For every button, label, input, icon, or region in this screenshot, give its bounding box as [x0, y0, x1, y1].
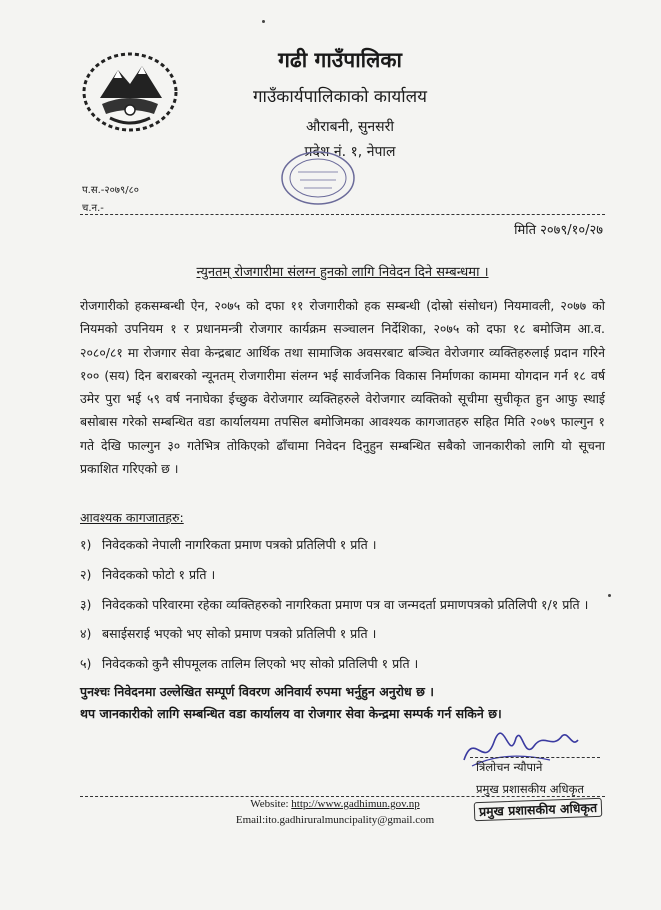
- office-address: औराबनी, सुनसरी: [305, 119, 394, 135]
- office-seal-icon: [268, 148, 368, 208]
- dispatch-number: च.न.-: [82, 203, 104, 214]
- item-number: ३): [80, 597, 92, 612]
- nepal-emblem-icon: [80, 48, 180, 134]
- website-label: Website:: [250, 798, 292, 810]
- signer-stamp: प्रमुख प्रशासकीय अधिकृत: [474, 798, 603, 821]
- signature-line: [470, 757, 600, 758]
- item-number: २): [80, 567, 92, 582]
- list-item: [80, 623, 605, 644]
- footer-website: [200, 798, 470, 810]
- notice-subject: न्युनतम् रोजगारीमा संलग्न हुनको लागि निवेदन दिने सम्बन्धमा ।: [196, 265, 489, 280]
- documents-list: [80, 534, 605, 683]
- contact-note: थप जानकारीको लागि सम्बन्धित वडा कार्यालय वा रोजगार सेवा केन्द्रमा सम्पर्क गर्न सकिने छ।: [80, 706, 502, 721]
- footer-divider: [80, 796, 605, 797]
- item-number: ५): [80, 656, 92, 671]
- item-text: निवेदकको कुनै सीपमूलक तालिम लिएको भए सोको प्रतिलिपी १ प्रति ।: [102, 656, 419, 671]
- item-text: बसाईसराई भएको भए सोको प्रमाण पत्रको प्रतिलिपी १ प्रति ।: [102, 626, 377, 641]
- speck: [608, 594, 611, 597]
- list-item: [80, 594, 605, 615]
- notice-body: रोजगारीको हकसम्बन्धी ऐन, २०७५ को दफा ११ रोजगारीको हक सम्बन्धी (दोस्रो संसोधन) नियमावली, २०७७ को नियमको उपनियम १ र प्रधानमन्त्री रोजगार कार्यक्रम सञ्चालन निर्देशिका, २०७५ को दफा १८ बमोजिम आ.व. २०८०/८१ मा रोजगार सेवा केन्द्रबाट आर्थिक तथा सामाजिक अवसरबाट बञ्चित वेरोजगार व्यक्तिहरुलाई प्रदान गरिने १०० (सय) दिन बराबरको न्यूनतम् रोजगारीमा संलग्न भई सार्वजनिक विकास निर्माणका काममा योगदान गर्न १८ वर्ष उमेर पुरा भई ५९ वर्ष ननाघेका ईच्छुक वेरोजगार व्यक्तिहरुले वेरोजगार व्यक्तिको सूचीमा सुचीकृत हुन आफु स्थाई बसोबास गरेको सम्बन्धित वडा कार्यालयमा तपसिल बमोजिमका आवश्यक कागजातहरु सहित मिति २०७९ फाल्गुन १ गते देखि फाल्गुन ३० गतेभित्र तोकिएको ढाँचामा निवेदन दिनुहुन सम्बन्धित सबैको जानकारीको लागि यो सूचना प्रकाशित गरिएको छ ।: [80, 298, 605, 477]
- reference-number: प.स.-२०७९/८०: [82, 185, 139, 196]
- documents-title: आवश्यक कागजातहरु:: [80, 510, 184, 525]
- list-item: [80, 534, 605, 555]
- item-text: निवेदकको फोटो १ प्रति ।: [102, 567, 216, 582]
- signer-name: त्रिलोचन न्यौपाने: [476, 760, 543, 774]
- speck: [262, 20, 265, 23]
- item-number: १): [80, 537, 92, 552]
- office-name: गढी गाउँपालिका: [278, 48, 402, 72]
- website-link[interactable]: http://www.gadhimun.gov.np: [291, 798, 420, 810]
- signer-role: प्रमुख प्रशासकीय अधिकृत: [476, 782, 584, 796]
- office-province: प्रदेश नं. १, नेपाल: [304, 144, 396, 160]
- footer-email: Email:ito.gadhiruralmuncipality@gmail.com: [235, 814, 435, 826]
- list-item: [80, 653, 605, 674]
- postscript-note: पुनश्चः निवेदनमा उल्लेखित सम्पूर्ण विवरण अनिवार्य रुपमा भर्नुहुन अनुरोध छ ।: [80, 684, 434, 699]
- item-text: निवेदकको परिवारमा रहेका व्यक्तिहरुको नागरिकता प्रमाण पत्र वा जन्मदर्ता प्रमाणपत्रको प्रतिलिपी १/१ प्रति ।: [102, 597, 589, 612]
- office-subtitle: गाउँकार्यपालिकाको कार्यालय: [252, 87, 428, 107]
- item-number: ४): [80, 626, 92, 641]
- header-divider: [80, 214, 605, 215]
- notice-date: मिति २०७९/१०/२७: [514, 223, 603, 238]
- list-item: [80, 564, 605, 585]
- item-text: निवेदकको नेपाली नागरिकता प्रमाण पत्रको प्रतिलिपी १ प्रति ।: [102, 537, 377, 552]
